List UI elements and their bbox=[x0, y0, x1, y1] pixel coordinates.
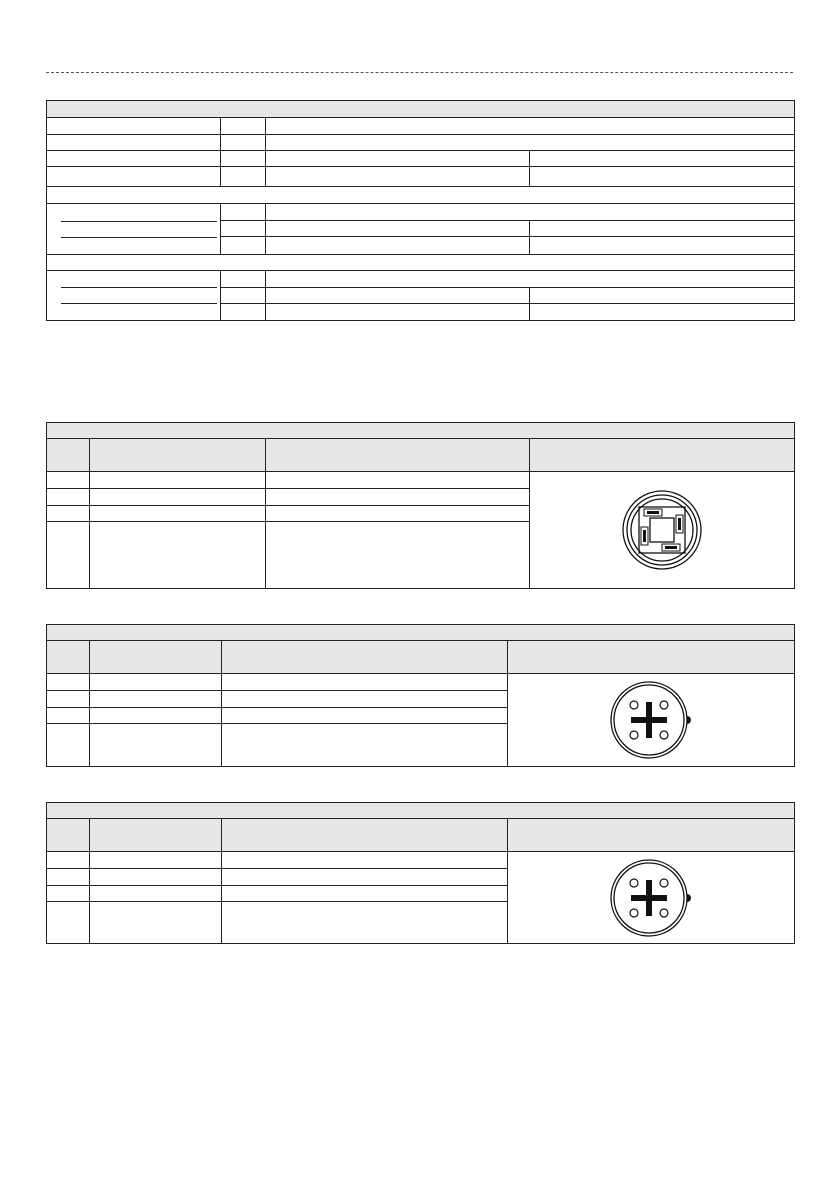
pin-description bbox=[266, 506, 530, 522]
spec-table-title bbox=[47, 101, 795, 118]
pin-number bbox=[47, 869, 90, 886]
pin-description bbox=[222, 691, 508, 708]
pin-name bbox=[90, 506, 266, 522]
pin-description bbox=[222, 724, 508, 767]
spec-sub-label bbox=[47, 270, 221, 287]
spec-unit bbox=[221, 270, 266, 287]
table-row bbox=[47, 204, 795, 221]
table-row bbox=[47, 237, 795, 255]
connector-diagram-cell bbox=[508, 674, 795, 767]
spec-value bbox=[266, 270, 795, 287]
pin-name bbox=[90, 522, 266, 589]
connector-table-1 bbox=[46, 422, 795, 589]
diagram-header bbox=[508, 641, 795, 674]
pin-name bbox=[90, 674, 222, 691]
spec-label bbox=[61, 303, 217, 320]
pin-name bbox=[90, 886, 222, 902]
pin-name bbox=[90, 708, 222, 724]
pin-number bbox=[47, 852, 90, 869]
spec-value-a bbox=[266, 237, 530, 255]
spec-sub-label bbox=[47, 303, 221, 321]
table-row bbox=[47, 287, 795, 303]
pin-name bbox=[90, 691, 222, 708]
pin-header bbox=[47, 439, 90, 472]
pin-number bbox=[47, 902, 90, 944]
pin-description bbox=[222, 869, 508, 886]
table-row bbox=[47, 270, 795, 287]
table-row bbox=[47, 221, 795, 237]
pin-description bbox=[266, 522, 530, 589]
group-title bbox=[47, 254, 795, 270]
spec-sub-label bbox=[47, 221, 221, 237]
pin-name bbox=[90, 869, 222, 886]
table-row bbox=[47, 151, 795, 167]
spec-label bbox=[47, 167, 221, 187]
name-header bbox=[90, 641, 222, 674]
4-pin-round-connector-icon bbox=[610, 856, 692, 940]
pin-header bbox=[47, 819, 90, 852]
pin-number bbox=[47, 886, 90, 902]
pin-name bbox=[90, 489, 266, 506]
spec-sub-label bbox=[47, 237, 221, 255]
spec-unit bbox=[221, 204, 266, 221]
pin-description bbox=[222, 886, 508, 902]
name-header bbox=[90, 439, 266, 472]
spec-value-b bbox=[530, 303, 795, 321]
4-pin-round-connector-icon bbox=[610, 678, 692, 762]
spec-value-b bbox=[530, 287, 795, 303]
spec-unit bbox=[221, 151, 266, 167]
spec-label bbox=[47, 135, 221, 151]
spec-value-b bbox=[530, 167, 795, 187]
table-row bbox=[47, 135, 795, 151]
connector-table-title bbox=[47, 423, 795, 439]
connector-table-3 bbox=[46, 802, 795, 944]
pin-description bbox=[266, 489, 530, 506]
spec-label bbox=[61, 287, 217, 303]
spec-unit bbox=[221, 287, 266, 303]
pin-description bbox=[222, 902, 508, 944]
description-header bbox=[266, 439, 530, 472]
table-row bbox=[47, 472, 795, 489]
spec-label bbox=[47, 151, 221, 167]
spec-value bbox=[266, 204, 795, 221]
diagram-header bbox=[530, 439, 795, 472]
spec-value-b bbox=[530, 237, 795, 255]
description-header bbox=[222, 641, 508, 674]
pin-number bbox=[47, 708, 90, 724]
pin-number bbox=[47, 724, 90, 767]
connector-table-title bbox=[47, 803, 795, 819]
description-header bbox=[222, 819, 508, 852]
spec-sub-label bbox=[47, 204, 221, 221]
spec-table bbox=[46, 100, 795, 321]
table-row bbox=[47, 303, 795, 321]
spec-label bbox=[47, 118, 221, 135]
spec-unit bbox=[221, 303, 266, 321]
pin-name bbox=[90, 902, 222, 944]
pin-name bbox=[90, 472, 266, 489]
name-header bbox=[90, 819, 222, 852]
spec-unit bbox=[221, 237, 266, 255]
spec-table-title-row bbox=[47, 101, 795, 118]
spec-unit bbox=[221, 118, 266, 135]
connector-diagram-cell bbox=[530, 472, 795, 589]
pin-number bbox=[47, 472, 90, 489]
group-title-row bbox=[47, 187, 795, 204]
pin-number bbox=[47, 522, 90, 589]
pin-description bbox=[222, 852, 508, 869]
spec-unit bbox=[221, 221, 266, 237]
connector-table-2 bbox=[46, 624, 795, 767]
spec-value-a bbox=[266, 287, 530, 303]
pin-header bbox=[47, 641, 90, 674]
table-row bbox=[47, 167, 795, 187]
spec-value-a bbox=[266, 221, 530, 237]
pin-name bbox=[90, 724, 222, 767]
pin-name bbox=[90, 852, 222, 869]
table-row bbox=[47, 118, 795, 135]
diagram-header bbox=[508, 819, 795, 852]
pin-description bbox=[266, 472, 530, 489]
pin-number bbox=[47, 506, 90, 522]
pin-description bbox=[222, 708, 508, 724]
spec-sub-label bbox=[47, 287, 221, 303]
header-divider bbox=[46, 72, 793, 73]
spec-value-a bbox=[266, 303, 530, 321]
spec-label bbox=[61, 237, 217, 254]
pin-number bbox=[47, 674, 90, 691]
spec-label bbox=[61, 221, 217, 237]
pin-number bbox=[47, 691, 90, 708]
table-row bbox=[47, 852, 795, 869]
connector-diagram-cell bbox=[508, 852, 795, 944]
spec-unit bbox=[221, 167, 266, 187]
spec-value bbox=[266, 118, 795, 135]
spec-value-b bbox=[530, 151, 795, 167]
spec-value-a bbox=[266, 151, 530, 167]
pin-description bbox=[222, 674, 508, 691]
spec-value bbox=[266, 135, 795, 151]
pin-number bbox=[47, 489, 90, 506]
group-title-row bbox=[47, 254, 795, 270]
spec-value-b bbox=[530, 221, 795, 237]
spec-value-a bbox=[266, 167, 530, 187]
table-row bbox=[47, 674, 795, 691]
4-pin-square-connector-icon bbox=[620, 488, 704, 572]
group-title bbox=[47, 187, 795, 204]
spec-unit bbox=[221, 135, 266, 151]
connector-table-title bbox=[47, 625, 795, 641]
